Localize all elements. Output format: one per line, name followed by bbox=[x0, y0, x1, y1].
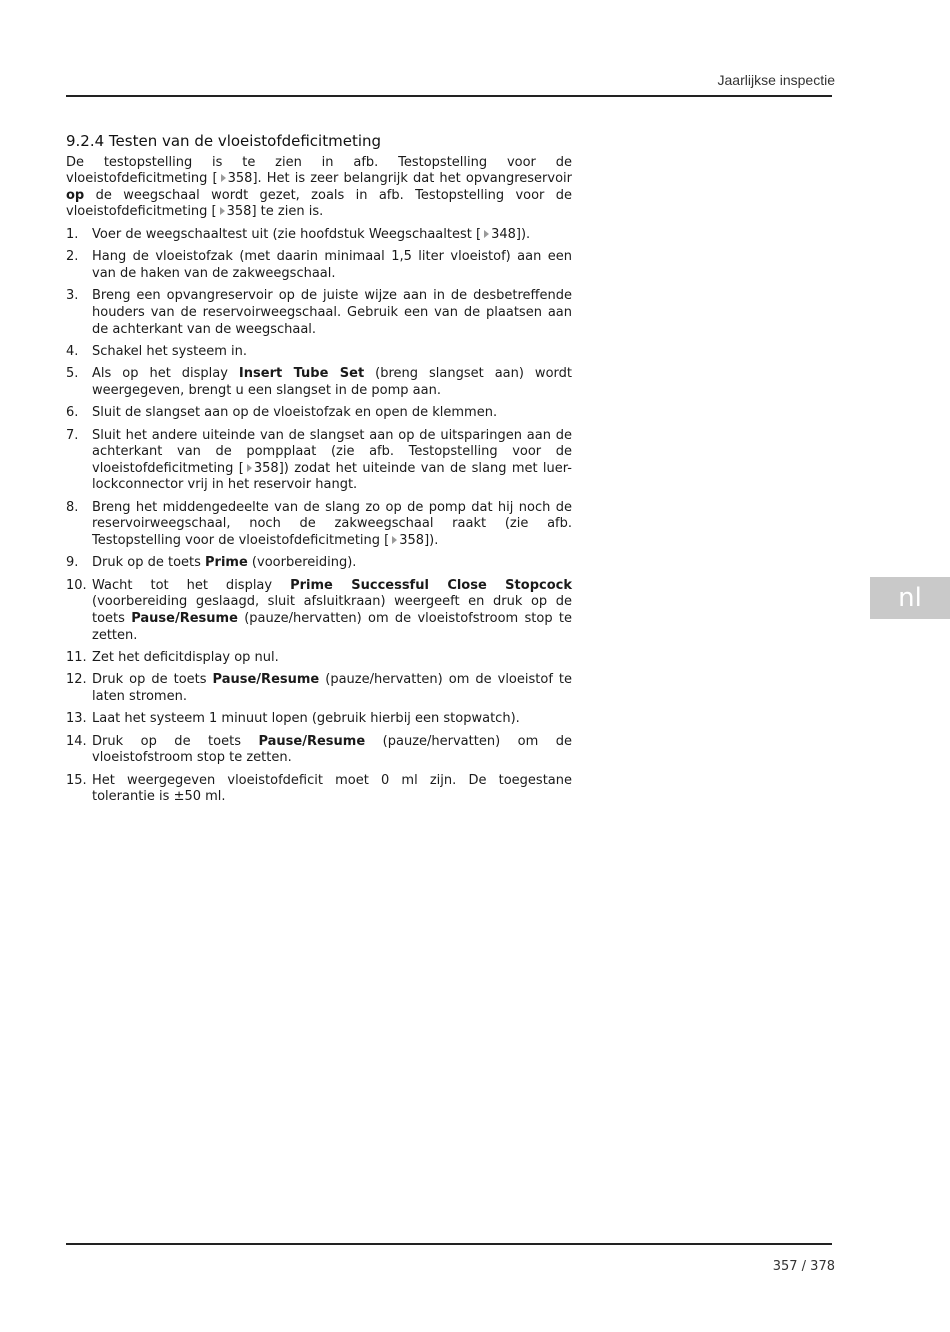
list-item bbox=[66, 555, 572, 572]
step-text bbox=[92, 555, 572, 572]
step-text bbox=[92, 672, 572, 705]
list-item bbox=[66, 428, 572, 494]
text-run: De testopstelling is te zien in afb. Testopstelling voor de vloeistofdeficitmeting [ bbox=[66, 154, 572, 187]
arrow-right-icon bbox=[392, 536, 397, 544]
list-item bbox=[66, 344, 572, 361]
list-item bbox=[66, 500, 572, 550]
step-number: 7. bbox=[66, 427, 79, 443]
text-run: de weegschaal wordt gezet, zoals in afb. Testopstelling voor de vloeistofdeficitmeting [ bbox=[66, 187, 572, 220]
text-run: (pauze/hervatten) om de vloeistofstroom stop te zetten. bbox=[92, 733, 572, 766]
step-text bbox=[92, 288, 572, 338]
text-run: ] te zien is. bbox=[251, 204, 324, 220]
reference-page-number: 358 bbox=[227, 171, 253, 187]
reference-page-number: 358 bbox=[253, 460, 279, 476]
list-item bbox=[66, 734, 572, 767]
text-run: Breng het middengedeelte van de slang zo op de pomp dat hij noch de reservoirweegschaal, noch de zakweegschaal raakt (zie afb. Testopstelling voor de vloeistofdeficitmeting [ bbox=[92, 499, 572, 549]
page-reference-link[interactable] bbox=[217, 204, 252, 219]
text-run: (voorbereiding). bbox=[247, 555, 357, 571]
step-number: 1. bbox=[66, 226, 79, 242]
step-number: 2. bbox=[66, 249, 79, 265]
ui-term: Insert Tube Set bbox=[238, 366, 365, 382]
text-run: Voer de weegschaaltest uit (zie hoofdstuk Weegschaaltest [ bbox=[92, 226, 482, 242]
arrow-right-icon bbox=[221, 174, 226, 182]
step-number: 13. bbox=[66, 711, 87, 727]
ui-term: Prime bbox=[205, 555, 248, 571]
intro-paragraph bbox=[66, 155, 572, 221]
step-text bbox=[92, 773, 572, 806]
step-text bbox=[92, 227, 572, 244]
list-item bbox=[66, 288, 572, 338]
text-run: Zet het deficitdisplay op nul. bbox=[92, 650, 279, 665]
list-item bbox=[66, 773, 572, 806]
step-text bbox=[92, 711, 572, 728]
ui-term: Pause/Resume bbox=[258, 733, 366, 749]
step-text bbox=[92, 650, 572, 667]
step-text bbox=[92, 428, 572, 494]
text-run: Sluit de slangset aan op de vloeistofzak en open de klemmen. bbox=[92, 405, 498, 421]
procedure-steps bbox=[66, 227, 572, 806]
step-number: 14. bbox=[66, 733, 87, 749]
list-item bbox=[66, 650, 572, 667]
step-number: 3. bbox=[66, 288, 79, 304]
text-run: (breng slangset aan) wordt weergegeven, brengt u een slangset in de pomp aan. bbox=[92, 366, 572, 398]
list-item bbox=[66, 672, 572, 705]
arrow-right-icon bbox=[247, 464, 252, 472]
arrow-right-icon bbox=[484, 230, 489, 238]
text-run: Schakel het systeem in. bbox=[92, 343, 247, 359]
list-item bbox=[66, 249, 572, 282]
page-reference-link[interactable] bbox=[389, 533, 424, 548]
text-run: Breng een opvangreservoir op de juiste wijze aan in de desbetreffende houders van de reservoirweegschaal. Gebruik een van de plaatsen aan de achterkant van de weegschaal. bbox=[92, 288, 572, 337]
reference-page-number: 358 bbox=[399, 533, 425, 549]
reference-page-number: 358 bbox=[226, 204, 252, 220]
list-item bbox=[66, 227, 572, 244]
footer-divider bbox=[66, 1243, 832, 1245]
list-item bbox=[66, 405, 572, 422]
step-number: 9. bbox=[66, 555, 79, 571]
step-number: 11. bbox=[66, 650, 87, 665]
text-run: ]) zodat het uiteinde van de slang met luer-lockconnector vrij in het reservoir hangt. bbox=[92, 460, 572, 493]
list-item bbox=[66, 578, 572, 644]
step-number: 10. bbox=[66, 577, 87, 593]
text-run: Laat het systeem 1 minuut lopen (gebruik hierbij een stopwatch). bbox=[92, 711, 520, 727]
text-run: ]). bbox=[515, 226, 531, 242]
step-text bbox=[92, 734, 572, 767]
text-run: ]). bbox=[424, 533, 439, 549]
step-number: 15. bbox=[66, 772, 87, 788]
header-divider bbox=[66, 95, 832, 97]
ui-term: Pause/Resume bbox=[212, 672, 320, 688]
step-number: 12. bbox=[66, 672, 87, 688]
step-number: 4. bbox=[66, 343, 79, 359]
step-number: 6. bbox=[66, 405, 79, 421]
section-title: 9.2.4 Testen van de vloeistofdeficitmeting bbox=[66, 132, 382, 150]
page-reference-link[interactable] bbox=[244, 461, 279, 476]
step-number: 5. bbox=[66, 366, 79, 382]
text-run: (pauze/hervatten) om de vloeistofstroom stop te zetten. bbox=[92, 611, 572, 643]
text-run: Wacht tot het display bbox=[92, 577, 291, 593]
step-text bbox=[92, 578, 572, 644]
main-content bbox=[66, 133, 572, 812]
text-run: Hang de vloeistofzak (met daarin minimaal 1,5 liter vloeistof) aan een van de haken van de zakweegschaal. bbox=[92, 249, 572, 281]
text-run: Druk op de toets bbox=[92, 555, 206, 571]
step-text bbox=[92, 344, 572, 361]
text-run: Druk op de toets bbox=[92, 733, 259, 749]
text-run: Sluit het andere uiteinde van de slangset aan op de uitsparingen aan de achterkant van de pompplaat (zie afb. Testopstelling voor de vloeistofdeficitmeting [ bbox=[92, 427, 572, 476]
page-number: 357 / 378 bbox=[772, 1259, 835, 1274]
step-text bbox=[92, 249, 572, 282]
step-text bbox=[92, 500, 572, 550]
list-item bbox=[66, 711, 572, 728]
step-number: 8. bbox=[66, 499, 79, 515]
ui-term: Pause/Resume bbox=[131, 611, 238, 627]
reference-page-number: 348 bbox=[491, 226, 516, 242]
page-reference-link[interactable] bbox=[481, 227, 516, 242]
text-run: ]. Het is zeer belangrijk dat het opvangreservoir bbox=[252, 171, 572, 187]
text-run: Het weergegeven vloeistofdeficit moet 0 ml zijn. De toegestane tolerantie is ±50 ml. bbox=[92, 772, 572, 805]
text-run: (pauze/hervatten) om de vloeistof te laten stromen. bbox=[92, 672, 573, 704]
language-tab: nl bbox=[870, 577, 950, 619]
step-text bbox=[92, 366, 572, 399]
ui-term: Prime Successful Close Stopcock bbox=[290, 577, 572, 593]
step-text bbox=[92, 405, 572, 422]
page-reference-link[interactable] bbox=[218, 171, 253, 186]
running-header: Jaarlijkse inspectie bbox=[717, 72, 835, 88]
text-run: Als op het display bbox=[92, 366, 239, 382]
text-run: Druk op de toets bbox=[92, 672, 213, 688]
arrow-right-icon bbox=[220, 207, 225, 215]
list-item bbox=[66, 366, 572, 399]
text-run: (voorbereiding geslaagd, sluit afsluitkraan) weergeeft en druk op de toets bbox=[92, 594, 572, 627]
ui-term: op bbox=[66, 187, 85, 203]
